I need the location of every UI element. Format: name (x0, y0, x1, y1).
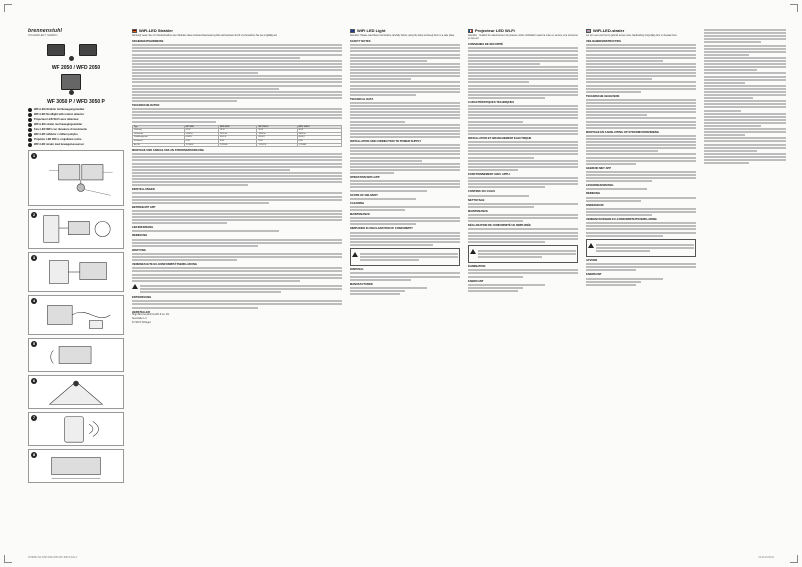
intro-text: Attention: Please read these instructions carefully before using the lamp and keep them in a safe place. (350, 35, 455, 37)
wall-mount-drawing (29, 210, 123, 248)
bullet-icon (28, 138, 32, 142)
section-heading: TECHNISCHE GEGEVENS (586, 94, 620, 98)
figure-2 (28, 209, 124, 249)
sensor-range-drawing (29, 376, 123, 408)
footer-date: 09.10.19 09:01 (758, 557, 774, 559)
footer-file: 0709050 WF 2050 WFD 2050 WF 3050 P.indd 1 (28, 557, 78, 559)
warning-icon (470, 249, 476, 254)
section-heading: CONTENU DU COLIS (468, 190, 495, 194)
warning-icon (132, 284, 138, 289)
feature-item: WiFi LED reflektor s čidlem pohybu (28, 133, 124, 137)
flag-nl-icon (586, 29, 591, 33)
bullet-icon (28, 133, 32, 137)
figure-3 (28, 252, 124, 292)
section-heading: REINIGING (586, 192, 601, 196)
section-heading: SIMPLIFIED EU DECLARATION OF CONFORMITY (350, 227, 413, 231)
cover-column (28, 28, 124, 547)
feature-item: Projecteur LED Wi-Fi avec détecteur (28, 118, 124, 122)
figure-number: 8 (32, 452, 36, 458)
figure-number: 3 (32, 255, 36, 261)
figure-number: 5 (32, 341, 36, 347)
warning-block (586, 239, 696, 257)
bullet-icon (28, 128, 32, 132)
lamp-parts-drawing (29, 151, 123, 205)
section-heading: GEBRUIK MET APP (586, 166, 611, 170)
section-heading: REINIGUNG (132, 234, 148, 238)
table-row: Leistung 20 W 20 W 30 W 30 W (133, 129, 342, 133)
section-heading: VEILIGHEIDSINSTRUCTIES (586, 40, 621, 44)
figure-5 (28, 338, 124, 372)
section-de (132, 28, 342, 547)
figure-6 (28, 375, 124, 409)
section-heading: LIEFERUMFANG (132, 226, 154, 230)
print-footer (28, 557, 774, 559)
manufacturer-name: Hugo Brennenstuhl GmbH & Co. KG (132, 313, 170, 316)
section-heading: MONTAGE UND ANSCHLUSS AN STROMVERSORGUNG (132, 149, 204, 153)
section-title: WiFi-LED-straler (593, 28, 625, 33)
warning-icon (352, 252, 358, 257)
intro-text: Let op: Lees voor het in gebruik nemen deze handleiding zorgvuldig door en bewaar hem. (586, 35, 678, 37)
crop-mark (4, 555, 12, 563)
feature-item: WiFi-LED-straler met bewegingsmelder (28, 123, 124, 127)
flag-fr-icon (468, 29, 473, 33)
section-heading: VEREINFACHTE EU-KONFORMITÄTSERKLÄRUNG (132, 263, 197, 267)
section-heading: DISPOSAL (350, 268, 364, 272)
product-image-twin (31, 40, 121, 62)
figure-number: 6 (32, 378, 36, 384)
brand-tagline: SICHERHEIT GEBEN (28, 33, 58, 37)
intro-text: Achtung! Lesen Sie vor Inbetriebnahme des Strahlers diese Gebrauchsanweisung bitte aufmerksam durch und bewahren Sie sie sorgfältig auf. (132, 35, 278, 37)
table-row: Art.-Nr. 1179050 1179060 1179070 1179080 (133, 143, 342, 147)
section-heading: WARTUNG (132, 248, 146, 252)
spec-table: Typ WF 2050 WFD 2050 WF 3050 P WFD 3050 P Leistung 20 W 20 W 30 W 30 W Lichtstrom 2200 lm 2200 lm 3300 lm 3300 lm Farbtemperatur 6500 K 6500 K 6500 K 6500 K Schutzart IP44 IP44 IP44 IP44 Art.-Nr. 1179050 1179060 1179070 1179080 (132, 125, 342, 148)
cable-connection-drawing (29, 296, 123, 334)
bullet-icon (28, 108, 32, 112)
brand-logo: brennenstuhl (28, 28, 63, 34)
section-title: WiFi-LED Strahler (139, 28, 173, 33)
model-name: WF 2050 / WFD 2050 (51, 65, 101, 72)
section-heading: MAINTENANCE (350, 212, 370, 216)
section-heading: INSTALLATION AND CONNECTION TO POWER SUPPLY (350, 140, 422, 143)
section-heading: AFVOER (586, 259, 598, 262)
warning-block (132, 284, 342, 294)
section-fr (468, 28, 578, 547)
section-heading: ONDERHOUD (586, 203, 604, 207)
feature-item: WiFi LED floodlight with motion detector (28, 113, 124, 117)
section-title: WiFi LED Light (357, 28, 386, 33)
model-name: WF 3050 P / WFD 3050 P (47, 99, 105, 106)
crop-mark (790, 4, 798, 12)
warning-block (350, 248, 460, 266)
section-heading: CLEANING (350, 201, 365, 205)
figure-number: 7 (32, 415, 36, 421)
figure-4 (28, 295, 124, 335)
section-heading: FABRIKANT (586, 273, 602, 277)
figure-7 (28, 412, 124, 446)
dimensions-drawing (29, 450, 123, 482)
feature-item: Faro LED WiFi con rilevatore di movimento (28, 128, 124, 132)
bullet-icon (28, 123, 32, 127)
section-heading: MANUFACTURER (350, 282, 373, 286)
table-row: Farbtemperatur 6500 K 6500 K 6500 K 6500 K (133, 136, 342, 140)
section-heading: OPERATION WITH APP (350, 176, 380, 180)
section-heading: INSTALLATION ET BRANCHEMENT ÉLECTRIQUE (468, 136, 532, 140)
section-heading: MONTAGE EN AANSLUITING OP STROOMVOORZIENING (586, 130, 659, 134)
manufacturer-street: Seestraße 1-3 (132, 317, 147, 320)
continuation-column (704, 28, 786, 547)
section-heading: ÉLIMINATION (468, 265, 486, 269)
section-heading: SCOPE OF DELIVERY (350, 193, 378, 197)
section-heading: CARACTÉRISTIQUES TECHNIQUES (468, 100, 514, 104)
section-heading: EINSTELLUNGEN (132, 188, 155, 192)
section-heading: CONSIGNES DE SÉCURITÉ (468, 43, 503, 47)
flag-gb-icon (350, 29, 355, 33)
figure-number: 4 (32, 298, 36, 304)
feature-item: WiFi LED straler med bevægelsessensor (28, 143, 124, 147)
table-row: Schutzart IP44 IP44 IP44 IP44 (133, 139, 342, 143)
figure-number: 2 (32, 212, 36, 218)
section-heading: LEVERINGSOMVANG (586, 184, 614, 188)
section-heading: MAINTENANCE (468, 209, 488, 213)
bullet-icon (28, 143, 32, 147)
section-title: Projecteur LED Wi-Fi (475, 28, 515, 33)
figure-8 (28, 449, 124, 483)
section-heading: FABRICANT (468, 279, 484, 283)
section-en (350, 28, 460, 547)
section-heading: VEREENVOUDIGDE EU-CONFORMITEITSVERKLARING (586, 218, 657, 222)
feature-item: Projektor LED WiFi z czujnikiem ruchu (28, 138, 124, 142)
figure-number: 1 (32, 153, 36, 159)
warning-block (468, 245, 578, 263)
section-heading: TECHNICAL DATA (350, 97, 374, 101)
flag-de-icon (132, 29, 137, 33)
manufacturer-city: D-72074 Tübingen (132, 321, 151, 324)
section-heading: SAFETY NOTES (350, 40, 371, 44)
section-heading: NETTOYAGE (468, 198, 485, 202)
section-heading: ENTSORGUNG (132, 296, 152, 300)
crop-mark (790, 555, 798, 563)
app-pairing-drawing (29, 413, 123, 445)
product-image-single (31, 74, 121, 96)
crop-mark (4, 4, 12, 12)
bullet-icon (28, 118, 32, 122)
intro-text: Attention : Veuillez lire attentivement la présente notice d'utilisation avant la mise en service et la conserver en lieu sûr. (468, 35, 578, 41)
bracket-drawing (29, 253, 123, 291)
section-heading: HERSTELLER (132, 310, 150, 314)
table-row: Lichtstrom 2200 lm 2200 lm 3300 lm 3300 lm (133, 132, 342, 136)
adjustment-drawing (29, 339, 123, 371)
figure-1 (28, 150, 124, 206)
feature-list (28, 108, 124, 147)
section-heading: BETRIEB MIT APP (132, 205, 156, 209)
section-heading: SICHERHEITSHINWEISE (132, 40, 164, 44)
section-nl (586, 28, 696, 547)
feature-item: WiFi-LED-Strahler mit Bewegungsmelder (28, 108, 124, 112)
section-heading: FONCTIONNEMENT AVEC APPLI (468, 172, 510, 176)
warning-icon (588, 243, 594, 248)
section-heading: DÉCLARATION DE CONFORMITÉ UE SIMPLIFIÉE (468, 224, 531, 228)
section-heading: TECHNISCHE DATEN (132, 103, 160, 107)
bullet-icon (28, 113, 32, 117)
